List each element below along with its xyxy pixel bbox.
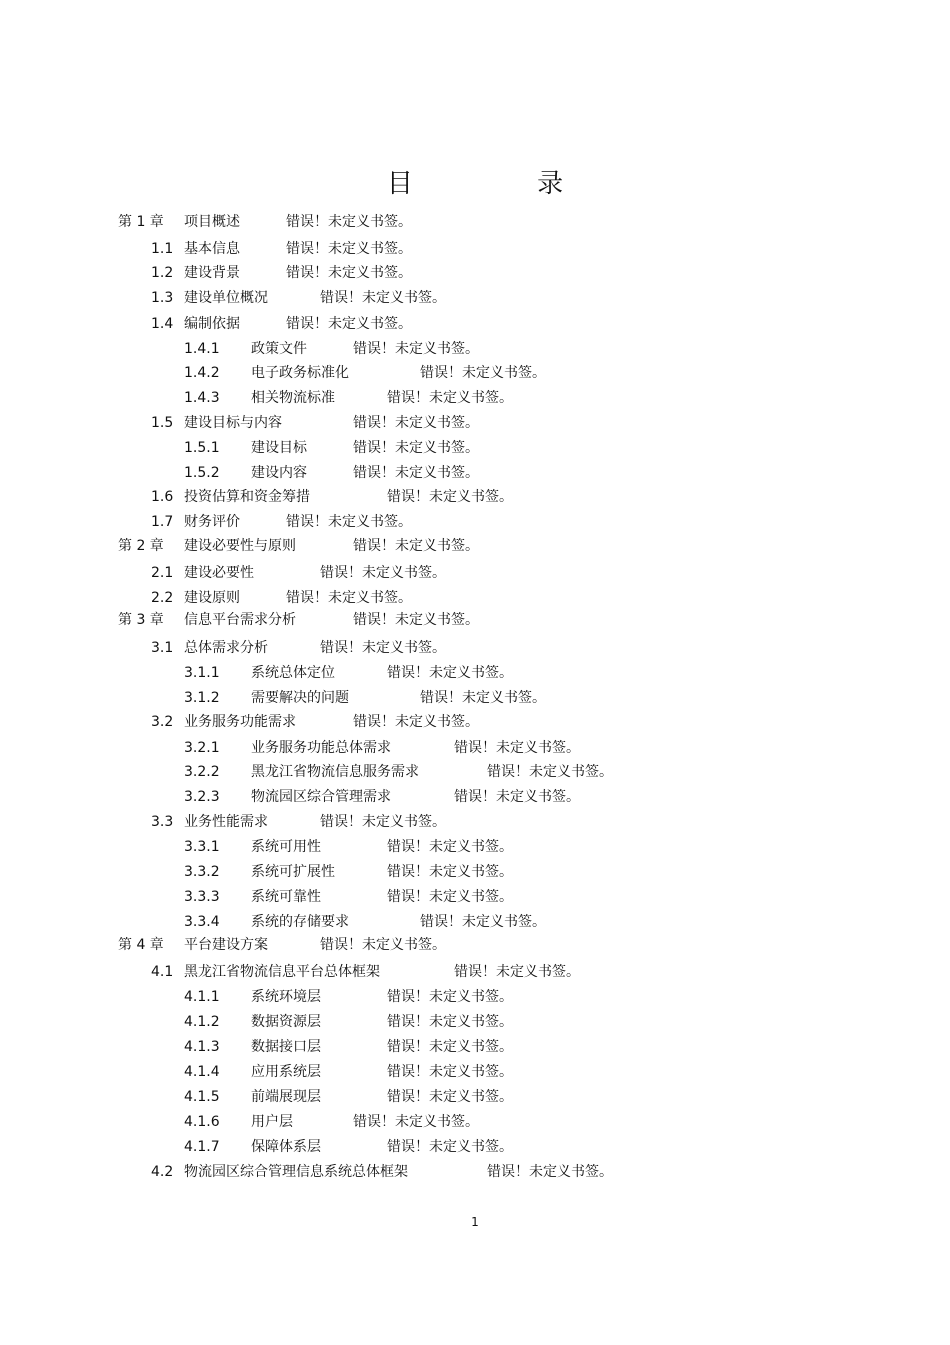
toc-entry-text: 总体需求分析: [184, 640, 268, 656]
toc-entry-number: 4.1.4: [184, 1064, 220, 1080]
toc-entry[interactable]: [0, 462, 950, 484]
toc-entry-page-ref: 错误！未定义书签。: [320, 565, 446, 581]
toc-entry-number: 1.5.2: [184, 465, 220, 481]
toc-entry-number: 3.2.2: [184, 764, 220, 780]
toc-entry-page-ref: 错误！未定义书签。: [353, 1114, 479, 1130]
toc-entry-number: 4.2: [151, 1164, 174, 1180]
toc-entry-page-ref: 错误！未定义书签。: [387, 665, 513, 681]
toc-entry-text: 基本信息: [184, 241, 240, 257]
toc-entry-number: 4.1.3: [184, 1039, 220, 1055]
toc-entry-number: 1.6: [151, 489, 174, 505]
toc-entry-page-ref: 错误！未定义书签。: [420, 914, 546, 930]
toc-entry-page-ref: 错误！未定义书签。: [454, 789, 580, 805]
toc-entry-text: 建设原则: [184, 590, 240, 606]
toc-entry[interactable]: [0, 609, 950, 631]
toc-entry-text: 建设目标: [251, 440, 307, 456]
toc-entry[interactable]: [0, 737, 950, 759]
toc-entry-text: 物流园区综合管理需求: [251, 789, 391, 805]
toc-entry-text: 黑龙江省物流信息服务需求: [251, 764, 419, 780]
toc-entry[interactable]: [0, 961, 950, 983]
toc-entry-text: 电子政务标准化: [251, 365, 349, 381]
toc-entry[interactable]: [0, 338, 950, 360]
toc-entry-number: 1.5.1: [184, 440, 220, 456]
toc-entry-number: 3.2: [151, 714, 174, 730]
toc-entry-number: 2.2: [151, 590, 174, 606]
toc-entry-text: 建设单位概况: [184, 290, 268, 306]
toc-entry-page-ref: 错误！未定义书签。: [487, 764, 613, 780]
toc-entry-page-ref: 错误！未定义书签。: [286, 514, 412, 530]
toc-entry[interactable]: [0, 313, 950, 335]
toc-entry-number: 4.1.5: [184, 1089, 220, 1105]
toc-entry[interactable]: [0, 486, 950, 508]
toc-entry-text: 应用系统层: [251, 1064, 321, 1080]
toc-entry-text: 编制依据: [184, 316, 240, 332]
toc-entry[interactable]: [0, 412, 950, 434]
toc-entry-text: 黑龙江省物流信息平台总体框架: [184, 964, 380, 980]
toc-entry[interactable]: [0, 437, 950, 459]
toc-entry-number: 1.3: [151, 290, 174, 306]
toc-entry-text: 系统可用性: [251, 839, 321, 855]
toc-entry-page-ref: 错误！未定义书签。: [387, 839, 513, 855]
toc-entry-number: 2.1: [151, 565, 174, 581]
toc-entry-page-ref: 错误！未定义书签。: [286, 316, 412, 332]
toc-entry-text: 政策文件: [251, 341, 307, 357]
toc-entry-number: 第 4 章: [118, 937, 164, 953]
toc-entry-page-ref: 错误！未定义书签。: [420, 365, 546, 381]
toc-entry-number: 1.1: [151, 241, 174, 257]
toc-entry[interactable]: [0, 587, 950, 609]
toc-entry-text: 项目概述: [184, 214, 240, 230]
toc-entry-number: 3.1.2: [184, 690, 220, 706]
toc-entry[interactable]: [0, 662, 950, 684]
toc-entry-page-ref: 错误！未定义书签。: [387, 1039, 513, 1055]
toc-entry-text: 用户层: [251, 1114, 293, 1130]
toc-entry[interactable]: [0, 911, 950, 933]
toc-entry-page-ref: 错误！未定义书签。: [353, 538, 479, 554]
toc-entry[interactable]: [0, 786, 950, 808]
toc-entry-text: 业务服务功能总体需求: [251, 740, 391, 756]
toc-entry-page-ref: 错误！未定义书签。: [387, 1014, 513, 1030]
toc-entry-text: 系统环境层: [251, 989, 321, 1005]
toc-entry-text: 数据资源层: [251, 1014, 321, 1030]
toc-entry-text: 平台建设方案: [184, 937, 268, 953]
toc-entry[interactable]: [0, 986, 950, 1008]
toc-entry[interactable]: [0, 1161, 950, 1183]
toc-entry[interactable]: [0, 1011, 950, 1033]
toc-entry-page-ref: 错误！未定义书签。: [320, 814, 446, 830]
toc-entry[interactable]: [0, 387, 950, 409]
toc-entry-number: 1.4.3: [184, 390, 220, 406]
toc-entry-text: 业务性能需求: [184, 814, 268, 830]
toc-entry-text: 建设目标与内容: [184, 415, 282, 431]
toc-entry-text: 系统总体定位: [251, 665, 335, 681]
toc-entry-text: 数据接口层: [251, 1039, 321, 1055]
toc-entry-text: 保障体系层: [251, 1139, 321, 1155]
toc-entry[interactable]: [0, 687, 950, 709]
toc-entry-text: 系统可扩展性: [251, 864, 335, 880]
toc-entry-page-ref: 错误！未定义书签。: [387, 1089, 513, 1105]
toc-title: 目 录: [386, 169, 622, 199]
toc-entry-number: 4.1.2: [184, 1014, 220, 1030]
toc-entry-page-ref: 错误！未定义书签。: [387, 1064, 513, 1080]
toc-entry-page-ref: 错误！未定义书签。: [286, 590, 412, 606]
toc-entry-page-ref: 错误！未定义书签。: [387, 889, 513, 905]
toc-entry[interactable]: [0, 535, 950, 557]
toc-entry-number: 4.1.1: [184, 989, 220, 1005]
toc-entry[interactable]: [0, 861, 950, 883]
toc-entry[interactable]: [0, 262, 950, 284]
toc-entry[interactable]: [0, 1086, 950, 1108]
toc-entry-text: 业务服务功能需求: [184, 714, 296, 730]
toc-entry-number: 第 1 章: [118, 214, 164, 230]
toc-entry-page-ref: 错误！未定义书签。: [353, 465, 479, 481]
toc-entry-number: 1.4.2: [184, 365, 220, 381]
toc-entry-number: 3.3.2: [184, 864, 220, 880]
toc-entry-page-ref: 错误！未定义书签。: [320, 640, 446, 656]
toc-entry-text: 物流园区综合管理信息系统总体框架: [184, 1164, 408, 1180]
toc-entry-page-ref: 错误！未定义书签。: [487, 1164, 613, 1180]
toc-entry-page-ref: 错误！未定义书签。: [387, 390, 513, 406]
toc-entry-text: 建设背景: [184, 265, 240, 281]
toc-entry-page-ref: 错误！未定义书签。: [286, 241, 412, 257]
toc-entry-page-ref: 错误！未定义书签。: [353, 612, 479, 628]
toc-entry[interactable]: [0, 511, 950, 533]
toc-entry-text: 建设内容: [251, 465, 307, 481]
toc-entry-number: 3.3: [151, 814, 174, 830]
toc-entry-text: 建设必要性与原则: [184, 538, 296, 554]
toc-entry-number: 4.1.7: [184, 1139, 220, 1155]
toc-entry-number: 1.4: [151, 316, 174, 332]
toc-entry-text: 信息平台需求分析: [184, 612, 296, 628]
toc-entry-number: 第 3 章: [118, 612, 164, 628]
page-number: 1: [471, 1215, 479, 1229]
toc-entry-text: 系统的存储要求: [251, 914, 349, 930]
toc-entry-page-ref: 错误！未定义书签。: [387, 989, 513, 1005]
toc-entry[interactable]: [0, 886, 950, 908]
toc-entry-page-ref: 错误！未定义书签。: [320, 290, 446, 306]
toc-entry-page-ref: 错误！未定义书签。: [320, 937, 446, 953]
toc-entry-number: 3.3.1: [184, 839, 220, 855]
toc-entry-number: 3.1: [151, 640, 174, 656]
toc-entry-page-ref: 错误！未定义书签。: [353, 341, 479, 357]
toc-entry-page-ref: 错误！未定义书签。: [454, 740, 580, 756]
toc-entry-text: 相关物流标准: [251, 390, 335, 406]
toc-entry-number: 3.3.4: [184, 914, 220, 930]
toc-entry[interactable]: [0, 362, 950, 384]
toc-entry-page-ref: 错误！未定义书签。: [353, 415, 479, 431]
toc-entry-number: 4.1: [151, 964, 174, 980]
toc-entry[interactable]: [0, 934, 950, 956]
toc-entry-page-ref: 错误！未定义书签。: [387, 489, 513, 505]
toc-entry[interactable]: [0, 562, 950, 584]
toc-entry-number: 第 2 章: [118, 538, 164, 554]
toc-entry-page-ref: 错误！未定义书签。: [420, 690, 546, 706]
toc-entry-page-ref: 错误！未定义书签。: [353, 440, 479, 456]
toc-entry[interactable]: [0, 1061, 950, 1083]
toc-entry[interactable]: [0, 637, 950, 659]
toc-entry-page-ref: 错误！未定义书签。: [353, 714, 479, 730]
toc-entry-page-ref: 错误！未定义书签。: [286, 265, 412, 281]
toc-entry-text: 前端展现层: [251, 1089, 321, 1105]
toc-entry-number: 3.2.3: [184, 789, 220, 805]
toc-entry-number: 3.1.1: [184, 665, 220, 681]
toc-entry-number: 1.7: [151, 514, 174, 530]
toc-entry[interactable]: [0, 287, 950, 309]
toc-entry[interactable]: [0, 211, 950, 233]
toc-entry[interactable]: [0, 711, 950, 733]
toc-entry[interactable]: [0, 1136, 950, 1158]
toc-entry[interactable]: [0, 761, 950, 783]
toc-entry[interactable]: [0, 1111, 950, 1133]
toc-entry-page-ref: 错误！未定义书签。: [387, 1139, 513, 1155]
toc-entry-number: 1.5: [151, 415, 174, 431]
toc-entry[interactable]: [0, 836, 950, 858]
toc-entry-text: 投资估算和资金筹措: [184, 489, 310, 505]
toc-entry[interactable]: [0, 1036, 950, 1058]
toc-entry[interactable]: [0, 811, 950, 833]
toc-entry-number: 4.1.6: [184, 1114, 220, 1130]
toc-entry[interactable]: [0, 238, 950, 260]
toc-entry-page-ref: 错误！未定义书签。: [286, 214, 412, 230]
toc-entry-number: 3.2.1: [184, 740, 220, 756]
toc-entry-page-ref: 错误！未定义书签。: [387, 864, 513, 880]
toc-entry-number: 1.2: [151, 265, 174, 281]
toc-entry-text: 系统可靠性: [251, 889, 321, 905]
toc-entry-number: 3.3.3: [184, 889, 220, 905]
toc-entry-number: 1.4.1: [184, 341, 220, 357]
toc-entry-text: 财务评价: [184, 514, 240, 530]
toc-entry-page-ref: 错误！未定义书签。: [454, 964, 580, 980]
toc-entry-text: 需要解决的问题: [251, 690, 349, 706]
toc-entry-text: 建设必要性: [184, 565, 254, 581]
